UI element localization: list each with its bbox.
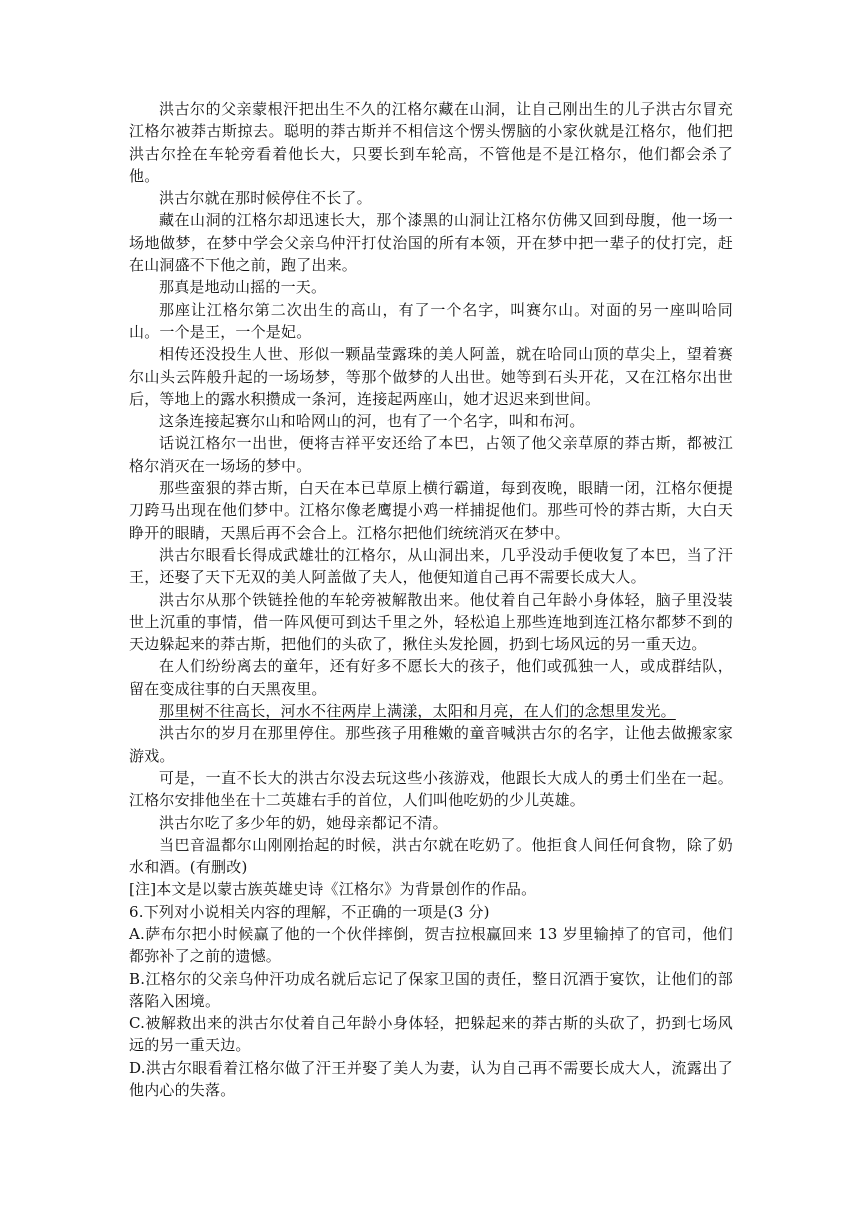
passage-paragraph-9: 那些蛮狠的莽古斯，白天在本已草原上横行霸道，每到夜晚，眼睛一闭，江格尔便提刀跨马出现在他们梦中。江格尔像老鹰提小鸡一样捕捉他们。那些可怜的莽古斯，大白天睁开的眼睛，天黑后再不会合上。江格尔把他们统统消灭在梦中。: [129, 479, 733, 542]
passage-paragraph-6: 相传还没投生人世、形似一颗晶莹露珠的美人阿盖，就在哈同山顶的草尖上，望着赛尔山头云阵般升起的一场场梦，等那个做梦的人出世。她等到石头开花，又在江格尔出世后，等地上的露水积攒成一条河，连接起两座山，她才迟迟来到世间。: [129, 345, 733, 408]
passage-paragraph-10: 洪古尔眼看长得成武雄壮的江格尔，从山洞出来，几乎没动手便收复了本巴，当了汗王，还娶了天下无双的美人阿盖做了夫人，他便知道自己再不需要长成大人。: [129, 545, 733, 587]
passage-paragraph-16: 当巴音温都尔山刚刚抬起的时候，洪古尔就在吃奶了。他拒食人间任何食物，除了奶水和酒。(有删改): [129, 835, 733, 877]
passage-paragraph-11: 洪古尔从那个铁链拴他的车轮旁被解散出来。他仗着自己年龄小身体轻，脑子里没装世上沉重的事情，借一阵风便可到达千里之外，轻松追上那些连地到连江格尔都梦不到的天边躲起来的莽古斯，把他们的头砍了，揪住头发抡圆，扔到七场风远的另一重天边。: [129, 590, 733, 654]
passage-paragraph-1: 洪古尔的父亲蒙根汗把出生不久的江格尔藏在山洞，让自己刚出生的儿子洪古尔冒充江格尔被莽古斯掠去。聪明的莽古斯并不相信这个愣头愣脑的小家伙就是江格尔，他们把洪古尔拴在车轮旁看着他长大，只要长到车轮高，不管他是不是江格尔，他们都会杀了他。: [129, 100, 733, 185]
document-page: [129, 98, 733, 1101]
underlined-sentence: 那里树不往高长，河水不往两岸上满漾，太阳和月亮，在人们的念想里发光。: [159, 702, 676, 721]
underlined-sentence-paragraph: [129, 700, 733, 722]
passage-paragraph-7: 这条连接起赛尔山和哈网山的河，也有了一个名字，叫和布河。: [159, 412, 585, 431]
question-option-d: D.洪古尔眼看着江格尔做了汗王并娶了美人为妻，认为自己再不需要长成大人，流露出了他内心的失落。: [129, 1058, 733, 1100]
question-option-b: B.江格尔的父亲乌仲汗功成名就后忘记了保家卫国的责任，整日沉酒于宴饮，让他们的部落陷入困境。: [129, 969, 733, 1010]
passage-paragraph-14: 可是，一直不长大的洪古尔没去玩这些小孩游戏，他跟长大成人的勇士们坐在一起。江格尔安排他坐在十二英雄右手的首位，人们叫他吃奶的少儿英雄。: [129, 768, 733, 810]
passage-paragraph-12: 在人们纷纷离去的童年，还有好多不愿长大的孩子，他们或孤独一人，或成群结队，留在变成往事的白天黑夜里。: [129, 657, 733, 698]
passage-paragraph-15: 洪古尔吃了多少年的奶，她母亲都记不清。: [159, 813, 448, 832]
passage-paragraph-8: 话说江格尔一出世，便将吉祥平安还给了本巴，占领了他父亲草原的莽古斯，都被江格尔消灭在一场场的梦中。: [129, 434, 733, 475]
question-option-a: A.萨布尔把小时候赢了他的一个伙伴摔倒，贺吉拉根赢回来 13 岁里输掉了的官司，他们都弥补了之前的遗憾。: [129, 924, 733, 966]
question-option-c: C.被解救出来的洪古尔仗着自己年龄小身体轻，把躲起来的莽古斯的头砍了，扔到七场风远的另一重天边。: [129, 1014, 733, 1055]
question-stem: 6.下列对小说相关内容的理解，不正确的一项是(3 分): [129, 902, 490, 921]
passage-paragraph-13: 洪古尔的岁月在那里停住。那些孩子用稚嫩的童音喊洪古尔的名字，让他去做搬家家游戏。: [129, 724, 733, 765]
passage-note: [注]本文是以蒙古族英雄史诗《江格尔》为背景创作的作品。: [129, 880, 537, 899]
passage-paragraph-4: 那真是地动山摇的一天。: [159, 278, 327, 297]
passage-paragraph-2: 洪古尔就在那时候停住不长了。: [159, 189, 372, 208]
passage-paragraph-5: 那座让江格尔第二次出生的高山，有了一个名字，叫赛尔山。对面的另一座叫哈同山。一个是王，一个是妃。: [129, 300, 733, 341]
passage-paragraph-3: 藏在山洞的江格尔却迅速长大，那个漆黑的山洞让江格尔仿佛又回到母腹，他一场一场地做梦，在梦中学会父亲乌仲汗打仗治国的所有本领，开在梦中把一辈子的仗打完，赶在山洞盛不下他之前，跑了出来。: [129, 211, 733, 275]
